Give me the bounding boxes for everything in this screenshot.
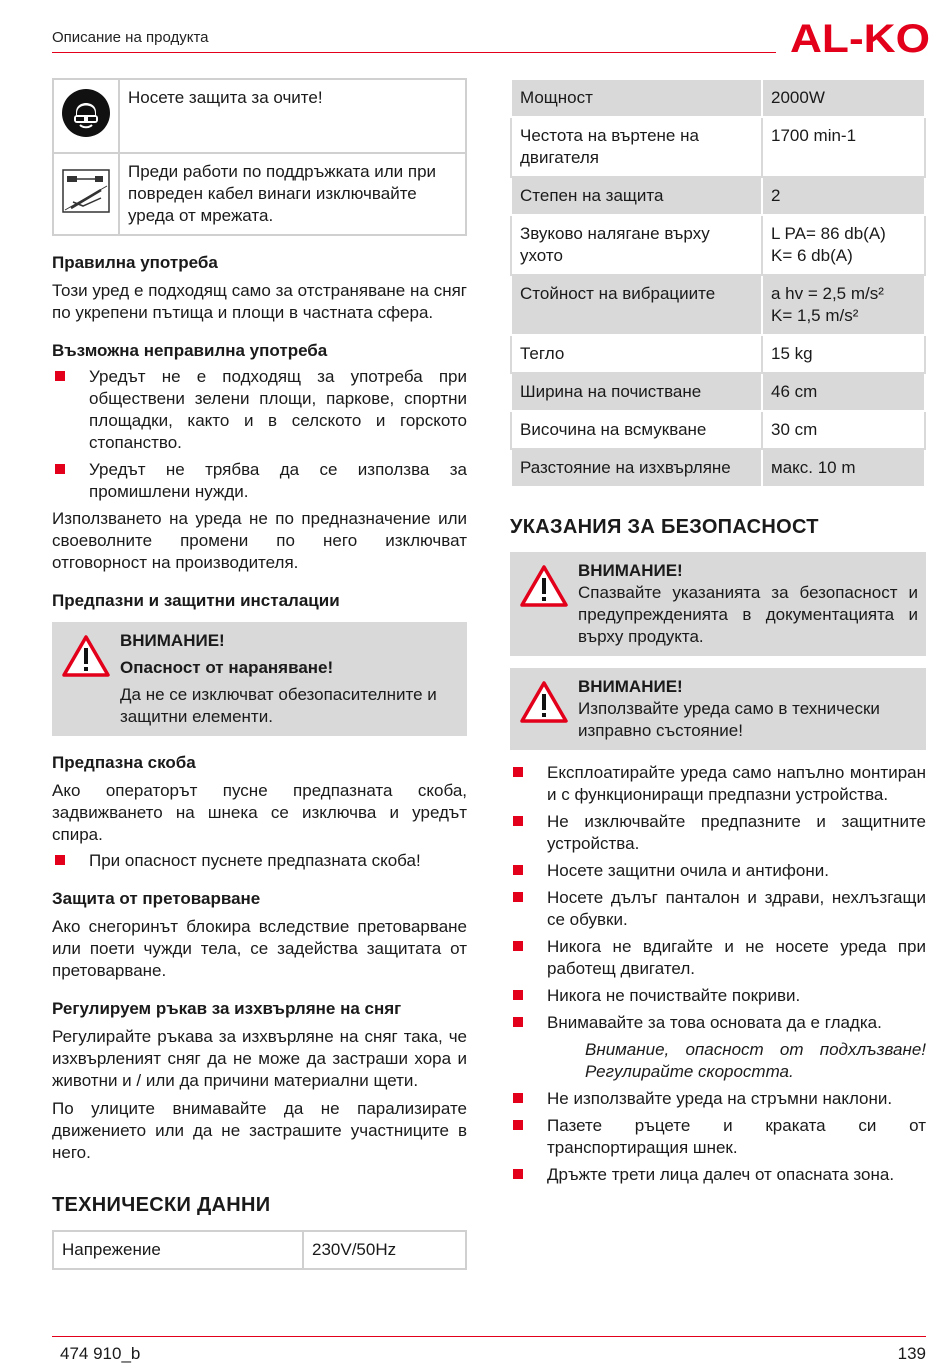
table-value: a hv = 2,5 m/s² K= 1,5 m/s² xyxy=(762,275,925,335)
table-value: 230V/50Hz xyxy=(303,1231,466,1269)
symbol-table xyxy=(52,78,467,236)
list-item: Уредът не е подходящ за употреба при обществени зелени площи, паркове, спортни площадки, както и в селското и горското стопанство. xyxy=(52,366,467,454)
paragraph: Регулирайте ръкава за изхвърляне на сняг така, че изхвърленият сняг да не може да застраши хора и животни и / или да причини материални щети. xyxy=(52,1027,467,1090)
table-row xyxy=(511,117,925,177)
warning-title: ВНИМАНИЕ! xyxy=(120,631,225,650)
paragraph: Ако снегоринът блокира вследствие претоварване или поети чужди тела, се задейства защитата от претоварване. xyxy=(52,917,467,980)
list-item: Не изключвайте предпазните и защитните устройства. xyxy=(510,811,926,855)
table-key: Мощност xyxy=(511,79,762,117)
tech-data-heading: ТЕХНИЧЕСКИ ДАННИ xyxy=(52,1194,271,1216)
warning-triangle-icon xyxy=(519,680,569,724)
table-key: Ширина на почистване xyxy=(511,373,762,411)
table-value: 2 xyxy=(762,177,925,215)
safety-heading: УКАЗАНИЯ ЗА БЕЗОПАСНОСТ xyxy=(510,516,819,538)
left-column xyxy=(52,78,467,1270)
warning-title: ВНИМАНИЕ! xyxy=(578,677,683,696)
paragraph: Ако операторът пусне предпазната скоба, задвижването на шнека се изключва и уредът спира. xyxy=(52,781,467,844)
paragraph: По улиците внимавайте да не парализирате движението или да не застрашите участниците в него. xyxy=(52,1099,467,1162)
table-key: Височина на всмукване xyxy=(511,411,762,449)
section-heading: Възможна неправилна употреба xyxy=(52,341,328,360)
right-column xyxy=(510,78,926,1191)
brand-text: AL-KO xyxy=(790,18,930,58)
list-item: Никога не почиствайте покриви. xyxy=(510,985,926,1007)
table-key: Стойност на вибрациите xyxy=(511,275,762,335)
table-row xyxy=(511,449,925,487)
table-row xyxy=(511,335,925,373)
warning-box xyxy=(52,622,467,736)
warning-text: Да не се изключват обезопасителните и защитни елементи. xyxy=(120,685,437,726)
paragraph: Използването на уреда не по предназначение или своеволните промени по него изключват отговорност на производителя. xyxy=(52,509,467,572)
list-item: Експлоатирайте уреда само напълно монтиран и с функциониращи предпазни устройства. xyxy=(510,762,926,806)
table-key: Напрежение xyxy=(53,1231,303,1269)
list-item: Пазете ръцете и краката си от транспортиращия шнек. xyxy=(510,1115,926,1159)
section-heading: Защита от претоварване xyxy=(52,889,261,908)
table-value: 15 kg xyxy=(762,335,925,373)
section-heading: Предпазни и защитни инсталации xyxy=(52,591,340,610)
header-title: Описание на продукта xyxy=(52,29,209,46)
table-key: Тегло xyxy=(511,335,762,373)
list-item: Внимавайте за това основата да е гладка. xyxy=(510,1012,926,1034)
symbol-row xyxy=(53,153,466,235)
table-value: 2000W xyxy=(762,79,925,117)
symbol-text: Носете защита за очите! xyxy=(119,79,466,153)
italic-note: Внимание, опасност от подхлъзване! Регулирайте скоростта. xyxy=(585,1040,926,1081)
list-item: Дръжте трети лица далеч от опасната зона. xyxy=(510,1164,926,1186)
warning-box xyxy=(510,552,926,656)
table-row xyxy=(511,215,925,275)
table-row xyxy=(511,177,925,215)
table-key: Звуково налягане върху ухото xyxy=(511,215,762,275)
bullet-list xyxy=(52,366,467,503)
list-item: Носете дълъг панталон и здрави, нехлъзгащи се обувки. xyxy=(510,887,926,931)
symbol-text: Преди работи по поддръжката или при повреден кабел винаги изключвайте уреда от мрежата. xyxy=(119,153,466,235)
section-heading: Регулируем ръкав за изхвърляне на сняг xyxy=(52,999,402,1018)
tech-table xyxy=(52,1230,467,1270)
warning-triangle-icon xyxy=(61,634,111,678)
tech-table xyxy=(510,78,926,488)
footer-divider xyxy=(52,1336,926,1337)
list-item: Не използвайте уреда на стръмни наклони. xyxy=(510,1088,926,1110)
list-item: Никога не вдигайте и не носете уреда при работещ двигател. xyxy=(510,936,926,980)
page-number: 139 xyxy=(897,1344,926,1363)
table-key: Разстояние на изхвърляне xyxy=(511,449,762,487)
document-id: 474 910_b xyxy=(60,1344,141,1363)
table-value: L PA= 86 db(A) K= 6 db(A) xyxy=(762,215,925,275)
table-row xyxy=(53,1231,466,1269)
warning-triangle-icon xyxy=(519,564,569,608)
table-row xyxy=(511,411,925,449)
bullet-list xyxy=(510,762,926,1034)
table-value: 30 cm xyxy=(762,411,925,449)
list-item: При опасност пуснете предпазната скоба! xyxy=(52,850,467,872)
goggles-icon xyxy=(61,88,111,138)
list-item: Уредът не трябва да се използва за промишлени нужди. xyxy=(52,459,467,503)
warning-title: ВНИМАНИЕ! xyxy=(578,561,683,580)
alko-logo xyxy=(790,18,930,58)
bullet-list xyxy=(510,1088,926,1186)
header-divider xyxy=(52,52,776,53)
symbol-row xyxy=(53,79,466,153)
warning-subtitle: Опасност от нараняване! xyxy=(120,658,334,677)
table-value: 46 cm xyxy=(762,373,925,411)
warning-text: Спазвайте указанията за безопасност и предупрежденията в документацията и върху продукта. xyxy=(578,583,918,646)
warning-box xyxy=(510,668,926,750)
table-value: 1700 min-1 xyxy=(762,117,925,177)
warning-text: Използвайте уреда само в технически изправно състояние! xyxy=(578,699,880,740)
table-row xyxy=(511,275,925,335)
unplug-icon xyxy=(61,166,111,216)
paragraph: Този уред е подходящ само за отстраняване на сняг по укрепени пътища и площи в частната сфера. xyxy=(52,281,467,322)
list-item: Носете защитни очила и антифони. xyxy=(510,860,926,882)
section-heading: Правилна употреба xyxy=(52,253,218,272)
table-key: Честота на въртене на двигателя xyxy=(511,117,762,177)
table-key: Степен на защита xyxy=(511,177,762,215)
table-row xyxy=(511,79,925,117)
section-heading: Предпазна скоба xyxy=(52,753,196,772)
bullet-list xyxy=(52,850,467,872)
table-value: макс. 10 m xyxy=(762,449,925,487)
table-row xyxy=(511,373,925,411)
